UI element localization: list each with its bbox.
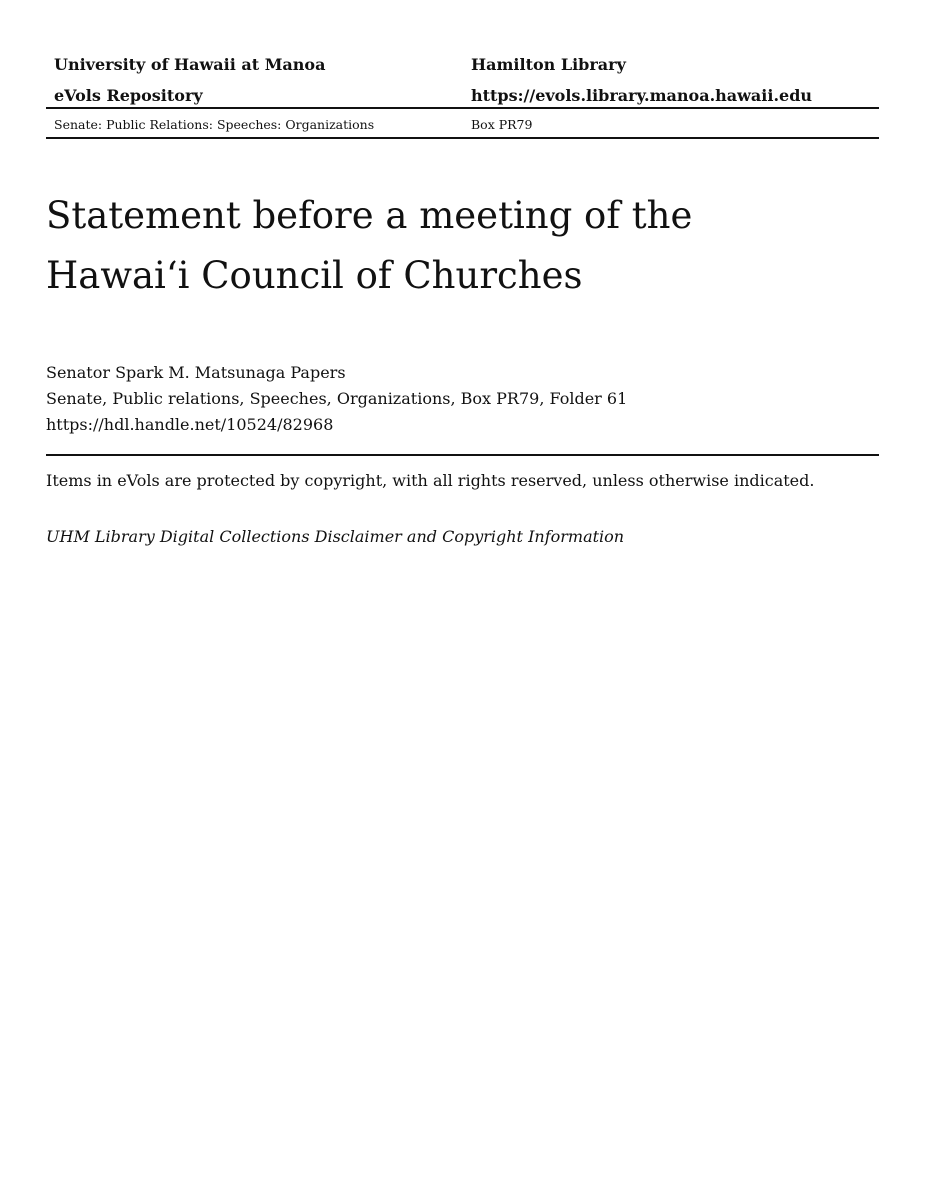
page-title <box>46 186 846 306</box>
repository-name: eVols Repository <box>54 86 203 105</box>
header-row-1 <box>46 52 879 83</box>
subheader-divider <box>46 137 879 139</box>
disclaimer-link[interactable]: UHM Library Digital Collections Disclaimer and Copyright Information <box>46 527 625 546</box>
collection-name: Senator Spark M. Matsunaga Papers <box>46 363 346 382</box>
handle-link[interactable]: https://hdl.handle.net/10524/82968 <box>46 415 334 434</box>
subheader <box>46 110 879 138</box>
document-page <box>46 0 879 1200</box>
header <box>46 52 879 114</box>
folder-location: Senate, Public relations, Speeches, Organizations, Box PR79, Folder 61 <box>46 389 628 408</box>
metadata-divider <box>46 454 879 456</box>
document-metadata <box>46 360 879 438</box>
collection-path: Senate: Public Relations: Speeches: Organizations <box>54 117 375 132</box>
header-divider <box>46 107 879 109</box>
box-label: Box PR79 <box>471 117 533 132</box>
repository-url[interactable]: https://evols.library.manoa.hawaii.edu <box>471 86 813 105</box>
title-line-2: Hawai‘i Council of Churches <box>46 254 583 297</box>
title-line-1: Statement before a meeting of the <box>46 194 693 237</box>
institution-name: University of Hawaii at Manoa <box>54 55 326 74</box>
library-name: Hamilton Library <box>471 55 626 74</box>
copyright-notice: Items in eVols are protected by copyright, with all rights reserved, unless otherwise indicated. <box>46 471 815 490</box>
